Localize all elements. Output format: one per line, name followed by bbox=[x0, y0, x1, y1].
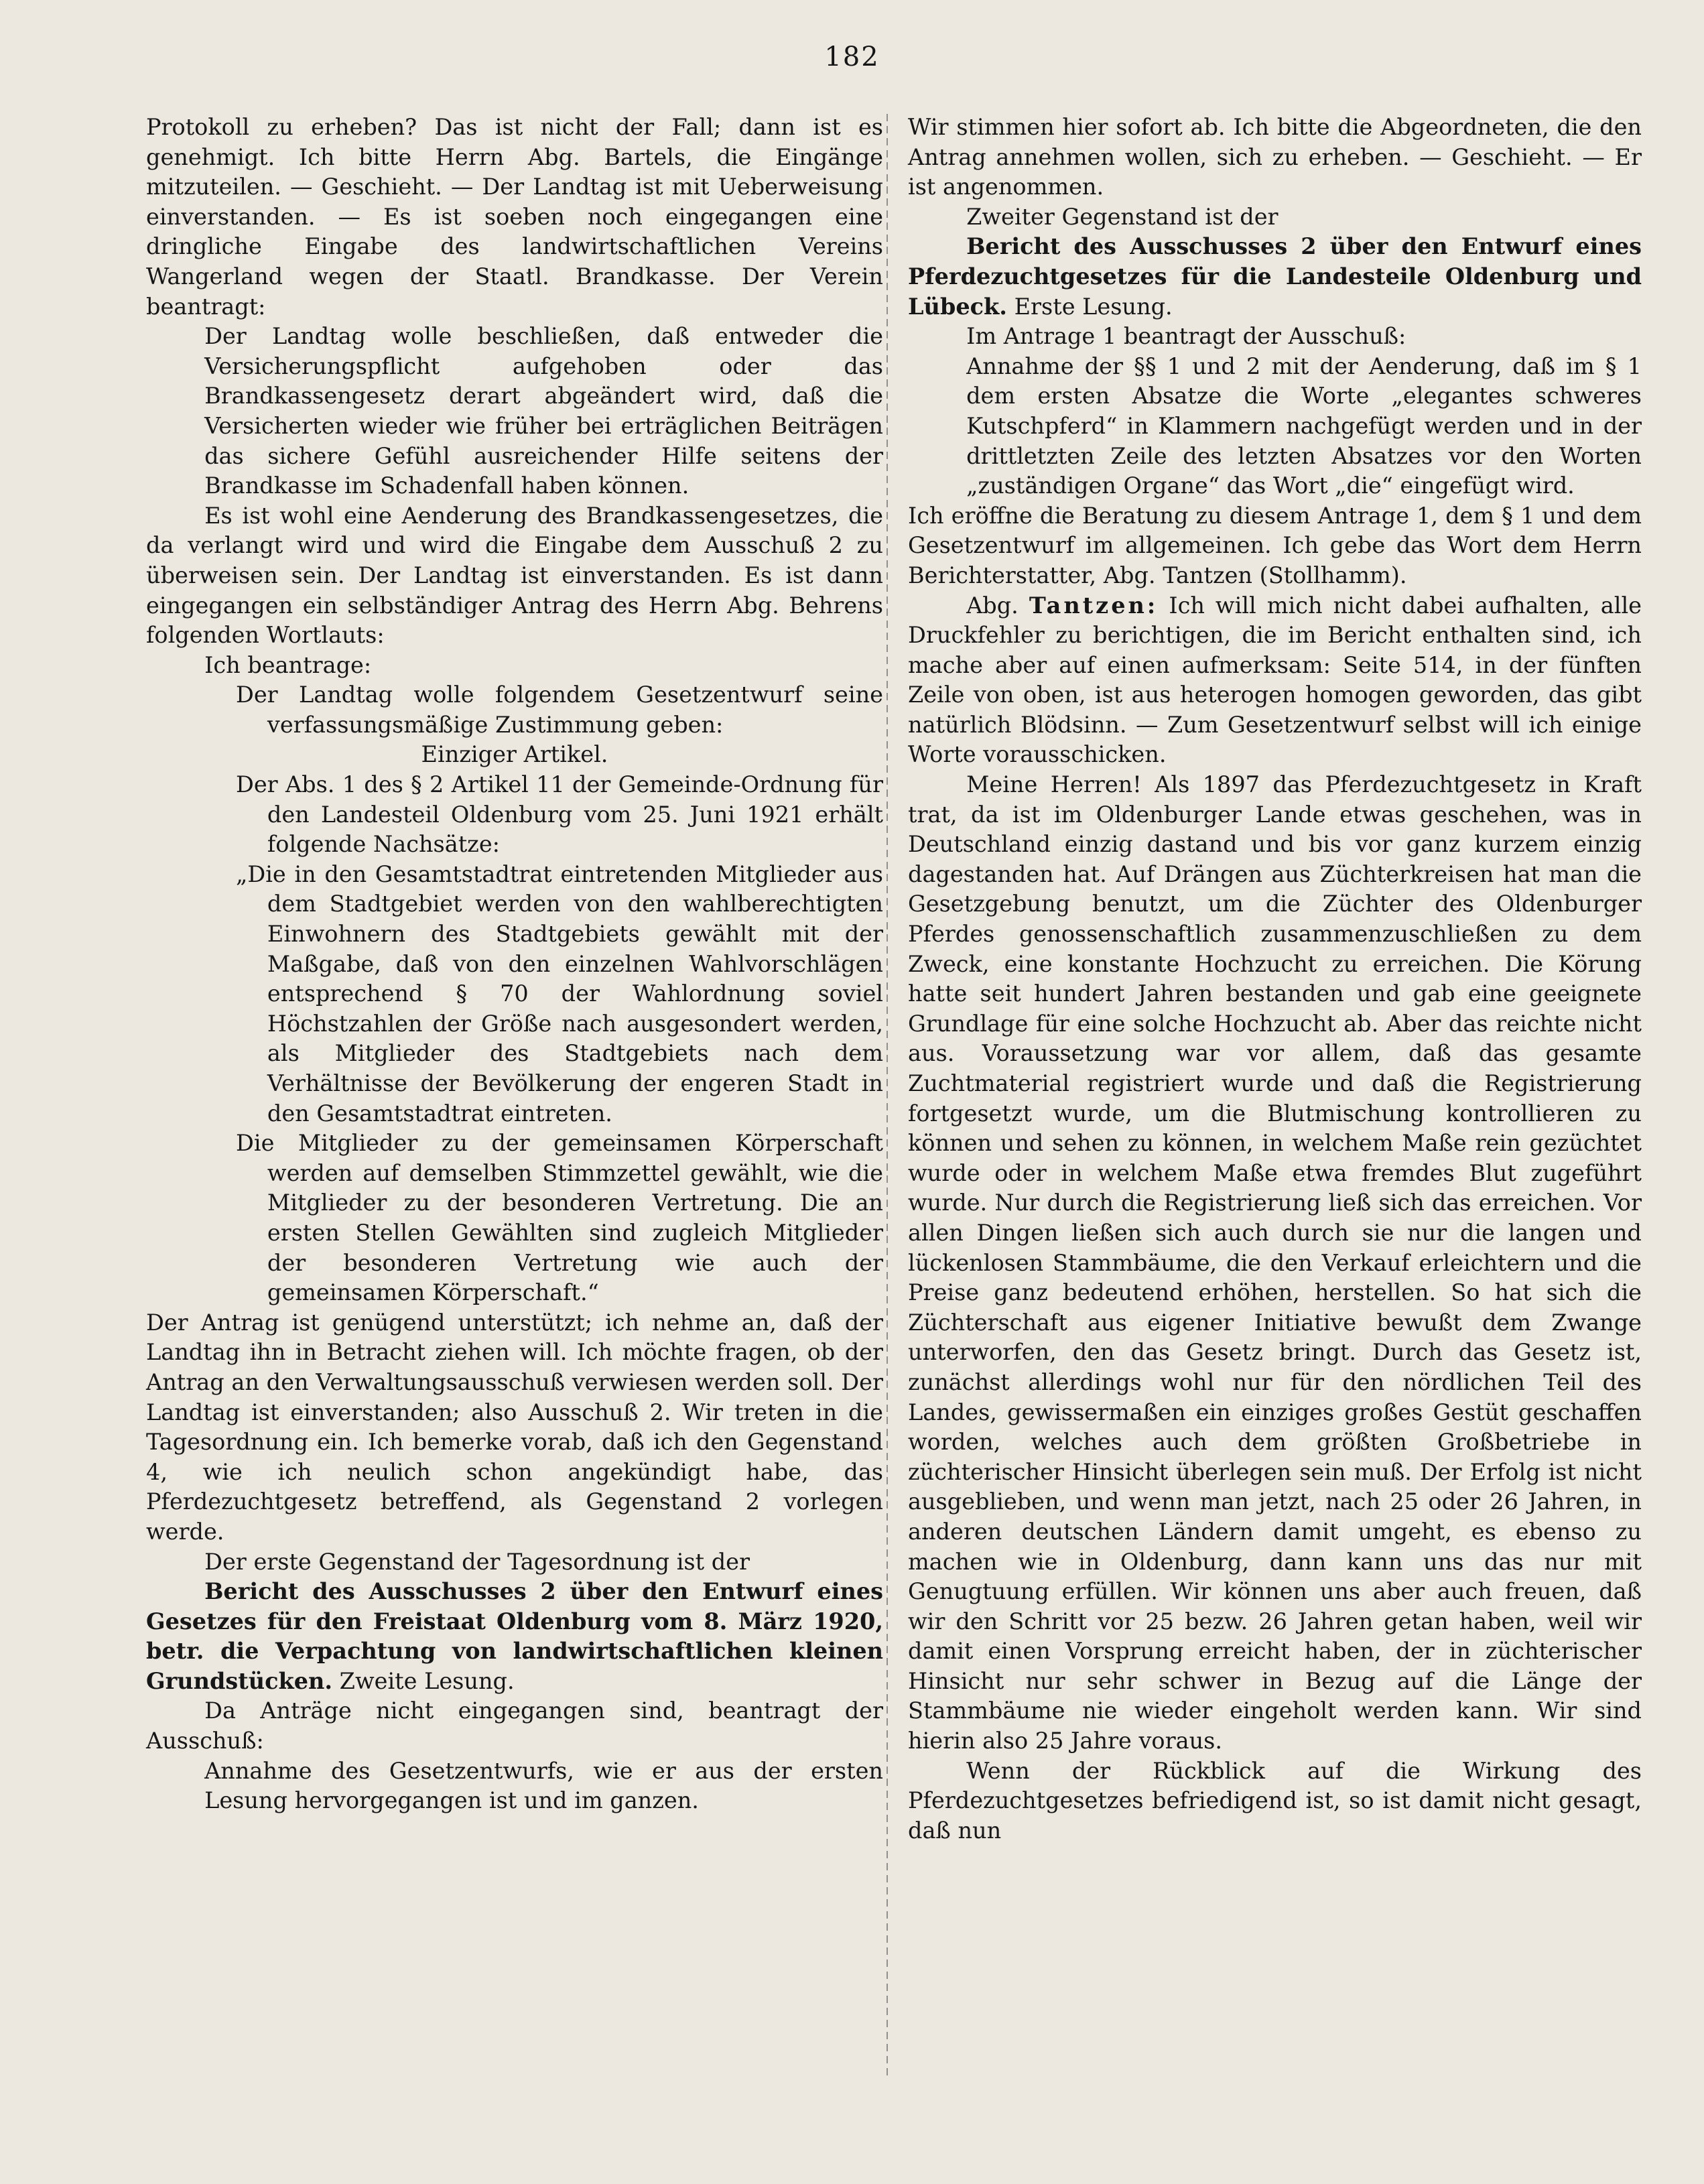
paragraph: Wenn der Rückblick auf die Wirkung des Pferdezuchtgesetzes befriedigend ist, so ist damit nicht gesagt, daß nun bbox=[908, 1757, 1642, 1844]
speaker-name: Tantzen: bbox=[1029, 592, 1159, 619]
agenda-item-title: Bericht des Ausschusses 2 über den Entwurf eines Gesetzes für den Freistaat Oldenburg vom 8. März 1920, betr. die Verpachtung von landwirtschaftlichen kleinen Grundstücken. bbox=[146, 1578, 883, 1694]
paragraph: Ich eröffne die Beratung zu diesem Antrage 1, dem § 1 und dem Gesetzentwurf im allgemeinen. Ich gebe das Wort dem Herrn Berichterstatter, Abg. Tantzen (Stollhamm). bbox=[908, 502, 1642, 588]
paragraph: Im Antrage 1 beantragt der Ausschuß: bbox=[966, 323, 1406, 350]
paragraph: Meine Herren! Als 1897 das Pferdezuchtgesetz in Kraft trat, da ist im Oldenburger Lande etwas geschehen, was in Deutschland einzig dastand und bis vor ganz kurzem einzig dagestanden hat. Auf Drängen aus Züchterkreisen hat man die Gesetzgebung benutzt, um die Züchter des Oldenburger Pferdes genossenschaftlich zusammenzuschließen zu dem Zweck, eine konstante Hochzucht zu erreichen. Die Körung hatte seit hundert Jahren bestanden und gab eine geeignete Grundlage für eine solche Hochzucht ab. Aber das reichte nicht aus. Voraussetzung war vor allem, daß das gesamte Zuchtmaterial registriert wurde und daß die Registrierung fortgesetzt wurde, um die Blutmischung kontrollieren zu können und sehen zu können, in welchem Maße rein gezüchtet wurde oder in welchem Maße etwa fremdes Blut zugeführt wurde. Nur durch die Registrierung ließ sich das erreichen. Vor allen Dingen ließen sich auch durch sie nur die langen und lückenlosen Stammbäume, die den Verkauf erleichtern und die Preise ganz bedeutend erhöhen, herstellen. So hat sich die Züchterschaft aus eigener Initiative bewußt dem Zwange unterworfen, den das Gesetz bringt. Durch das Gesetz ist, zunächst allerdings wohl nur für den nördlichen Teil des Landes, gewissermaßen ein einziges großes Gestüt geschaffen worden, welches auch dem größten Großbetriebe in züchterischer Hinsicht überlegen sein muß. Der Erfolg ist nicht ausgeblieben, und wenn man jetzt, nach 25 oder 26 Jahren, in anderen deutschen Ländern damit umgeht, es ebenso zu machen wie in Oldenburg, dann kann uns das nur mit Genugtuung erfüllen. Wir können uns aber auch freuen, daß wir den Schritt vor 25 bezw. 26 Jahren getan haben, weil wir damit einen Vorsprung erreicht haben, der in züchterischer Hinsicht nur sehr schwer in Bezug auf die Länge der Stammbäume nie wieder eingeholt werden kann. Wir sind hierin also 25 Jahre voraus. bbox=[908, 771, 1642, 1754]
speaker-prefix: Abg. bbox=[966, 592, 1029, 619]
speech-text: Ich will mich nicht dabei aufhalten, alle Druckfehler zu berichtigen, die im Bericht enthalten sind, ich mache aber auf einen aufmerksam: Seite 514, in der fünften Zeile von oben, ist aus heterogen homogen geworden, das gibt natürlich Blödsinn. — Zum Gesetzentwurf selbst will ich einige Worte vorausschicken. bbox=[908, 592, 1642, 768]
paragraph: Der Landtag wolle folgendem Gesetzentwurf seine verfassungsmäßige Zustimmung geben: bbox=[236, 682, 883, 738]
left-column bbox=[146, 113, 883, 1816]
paragraph bbox=[146, 1577, 883, 1696]
paragraph: Einziger Artikel. bbox=[421, 741, 608, 768]
paragraph bbox=[908, 591, 1642, 771]
paragraph: Wir stimmen hier sofort ab. Ich bitte die Abgeordneten, die den Antrag annehmen wollen, sich zu erheben. — Geschieht. — Er ist angenommen. bbox=[908, 114, 1642, 200]
paragraph: Protokoll zu erheben? Das ist nicht der Fall; dann ist es genehmigt. Ich bitte Herrn Abg. Bartels, die Eingänge mitzuteilen. — Geschieht. — Der Landtag ist mit Ueberweisung einverstanden. — Es ist soeben noch eingegangen eine dringliche Eingabe des landwirtschaftlichen Vereins Wangerland wegen der Staatl. Brandkasse. Der Verein beantragt: bbox=[146, 114, 883, 320]
paragraph: Der Antrag ist genügend unterstützt; ich nehme an, daß der Landtag ihn in Betracht ziehen will. Ich möchte fragen, ob der Antrag an den Verwaltungsausschuß verwiesen werden soll. Der Landtag ist einverstanden; also Ausschuß 2. Wir treten in die Tagesordnung ein. Ich bemerke vorab, daß ich den Gegenstand 4, wie ich neulich schon angekündigt habe, das Pferdezuchtgesetz betreffend, als Gegenstand 2 vorlegen werde. bbox=[146, 1309, 883, 1545]
paragraph: Der Abs. 1 des § 2 Artikel 11 der Gemeinde-Ordnung für den Landesteil Oldenburg vom 25. Juni 1921 erhält folgende Nachsätze: bbox=[236, 771, 883, 858]
paragraph: Da Anträge nicht eingegangen sind, beantragt der Ausschuß: bbox=[146, 1697, 883, 1754]
paragraph: Der erste Gegenstand der Tagesordnung ist der bbox=[204, 1548, 750, 1575]
page-number: 182 bbox=[824, 42, 880, 72]
paragraph: Annahme der §§ 1 und 2 mit der Aenderung, daß im § 1 dem ersten Absatze die Worte „elegantes schweres Kutschpferd“ in Klammern nachgefügt werden und in der drittletzten Zeile des letzten Absatzes vor den Worten „zuständigen Organe“ das Wort „die“ eingefügt wird. bbox=[966, 352, 1642, 499]
column-divider bbox=[887, 114, 888, 2077]
paragraph bbox=[908, 232, 1642, 322]
paragraph: Ich beantrage: bbox=[204, 651, 372, 678]
reading-label: Erste Lesung. bbox=[1006, 293, 1173, 320]
right-column bbox=[908, 113, 1642, 1846]
reading-label: Zweite Lesung. bbox=[332, 1667, 515, 1694]
paragraph: Die Mitglieder zu der gemeinsamen Körperschaft werden auf demselben Stimmzettel gewählt, wie die Mitglieder zu der besonderen Vertretung. Die an ersten Stellen Gewählten sind zugleich Mitglieder der besonderen Vertretung wie auch der gemeinsamen Körperschaft.“ bbox=[236, 1130, 883, 1306]
paragraph: Es ist wohl eine Aenderung des Brandkassengesetzes, die da verlangt wird und wird die Eingabe dem Ausschuß 2 zu überweisen sein. Der Landtag ist einverstanden. Es ist dann eingegangen ein selbständiger Antrag des Herrn Abg. Behrens folgenden Wortlauts: bbox=[146, 502, 883, 649]
paragraph: Annahme des Gesetzentwurfs, wie er aus der ersten Lesung hervorgegangen ist und im ganzen. bbox=[204, 1757, 883, 1814]
paragraph: Zweiter Gegenstand ist der bbox=[966, 203, 1279, 230]
paragraph: „Die in den Gesamtstadtrat eintretenden Mitglieder aus dem Stadtgebiet werden von den wahlberechtigten Einwohnern des Stadtgebiets gewählt mit der Maßgabe, daß von den einzelnen Wahlvorschlägen entsprechend § 70 der Wahlordnung soviel Höchstzahlen der Größe nach ausgesondert werden, als Mitglieder des Stadtgebiets nach dem Verhältnisse der Bevölkerung der engeren Stadt in den Gesamtstadtrat eintreten. bbox=[236, 860, 883, 1127]
agenda-item-title: Bericht des Ausschusses 2 über den Entwurf eines Pferdezuchtgesetzes für die Landesteile Oldenburg und Lübeck. bbox=[908, 233, 1642, 320]
paragraph: Der Landtag wolle beschließen, daß entweder die Versicherungspflicht aufgehoben oder das Brandkassengesetz derart abgeändert wird, daß die Versicherten wieder wie früher bei erträglichen Beiträgen das sichere Gefühl ausreichender Hilfe seitens der Brandkasse im Schadenfall haben können. bbox=[204, 323, 883, 499]
